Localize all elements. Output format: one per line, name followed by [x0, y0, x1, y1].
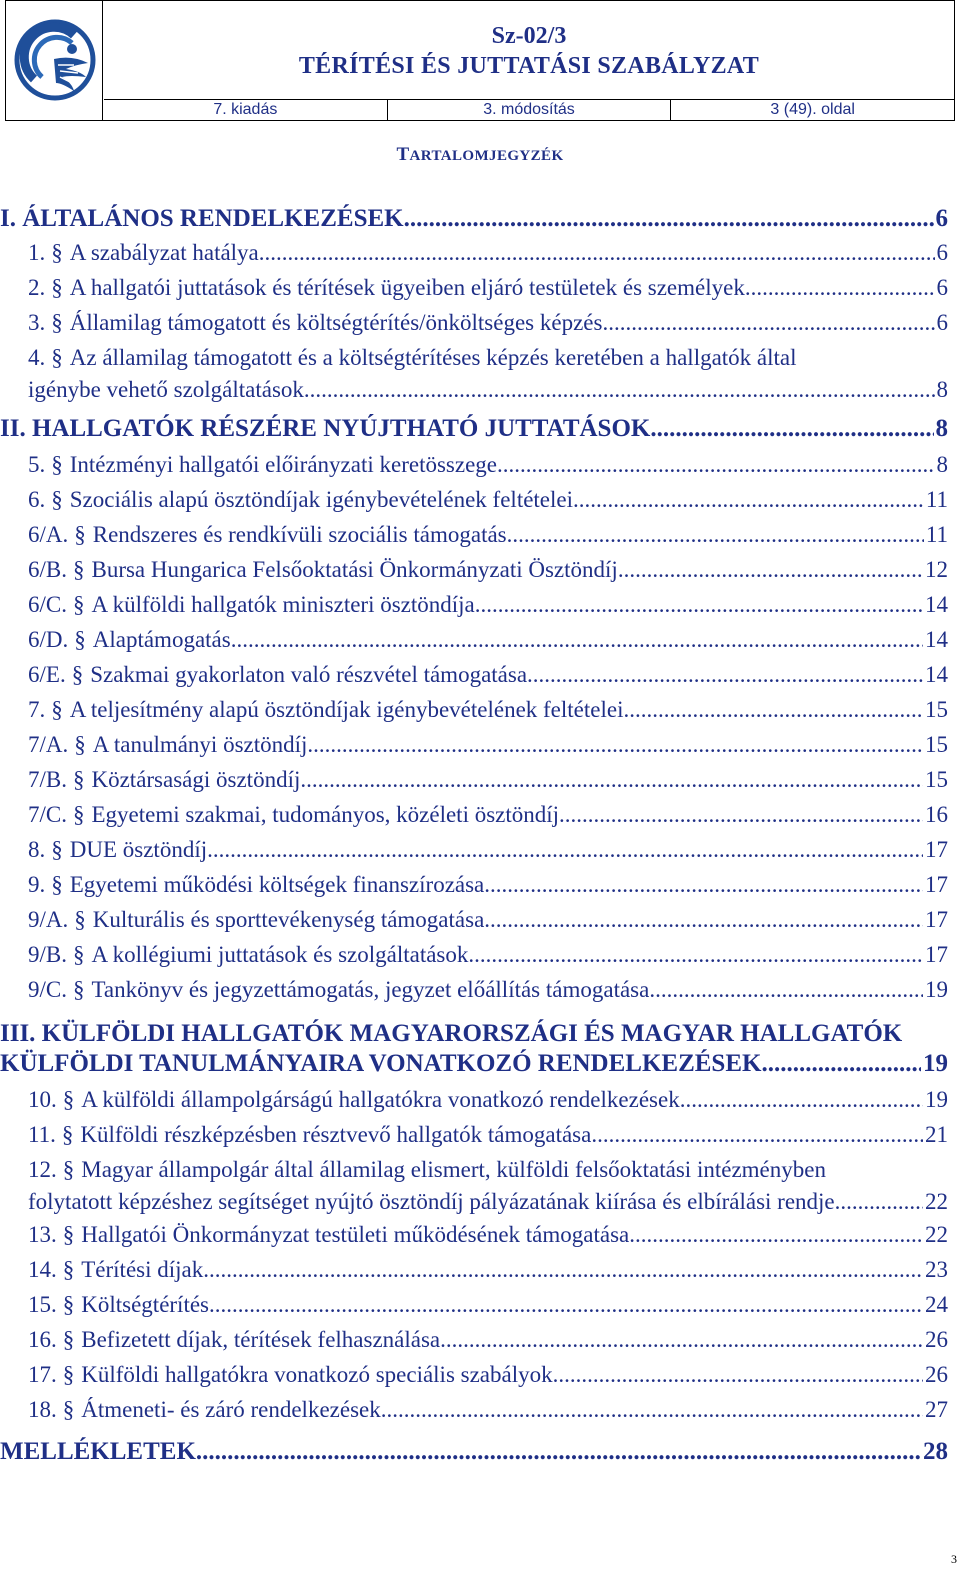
toc-entry-number: 14. — [28, 1257, 57, 1282]
toc-entry-line — [28, 1397, 948, 1423]
toc-entry-text: Tankönyv és jegyzettámogatás, jegyzet előállítás támogatása — [91, 977, 650, 1002]
toc-page-number: 23 — [925, 1257, 948, 1282]
section-sign: § — [51, 452, 63, 477]
toc-page-number: 14 — [925, 627, 948, 652]
section-sign: § — [72, 557, 85, 582]
toc-entry-text: Befizetett díjak, térítések felhasználása — [81, 1327, 441, 1352]
toc-entry-text: A hallgatói juttatások és térítések ügyeiben eljáró testületek és személyek — [69, 275, 745, 300]
toc-page-number: 8 — [936, 452, 948, 477]
toc-entry-line1 — [0, 1020, 902, 1048]
dot-leader — [440, 1327, 923, 1353]
section-sign: § — [51, 487, 63, 512]
dot-leader — [497, 452, 935, 478]
toc-entry-number: 7/B. — [28, 767, 67, 792]
toc-entry-number: 12. — [28, 1157, 57, 1182]
toc-entry-line2 — [28, 377, 948, 403]
toc-entry-line — [28, 310, 948, 336]
dot-leader — [527, 662, 923, 688]
edition-cell: 7. kiadás — [213, 101, 278, 118]
section-sign: § — [62, 1157, 75, 1182]
toc-entry-line — [28, 557, 948, 583]
toc-entry-line — [28, 592, 948, 618]
section-sign: § — [62, 1397, 75, 1422]
section-sign: § — [51, 310, 63, 335]
toc-entry-line — [28, 697, 948, 723]
toc-entry-text: Átmeneti- és záró rendelkezések — [81, 1397, 381, 1422]
page-number: 3 — [951, 1552, 957, 1566]
toc-entry-number: 10. — [28, 1087, 57, 1112]
dot-leader — [649, 977, 923, 1003]
section-sign: § — [51, 697, 63, 722]
toc-entry-line — [0, 205, 948, 233]
dot-leader — [573, 487, 924, 513]
toc-heading-rest: ARTALOMJEGYZÉK — [409, 148, 564, 164]
toc-page-number: 27 — [925, 1397, 948, 1422]
toc-entry-text: DUE ösztöndíj — [69, 837, 208, 862]
dot-leader — [629, 1222, 923, 1248]
dot-leader — [484, 872, 923, 898]
toc-page-number: 15 — [925, 732, 948, 757]
toc-page-number: 11 — [925, 522, 948, 547]
toc-entry-line — [28, 1087, 948, 1113]
toc-page-number: 15 — [925, 697, 948, 722]
toc-entry-number: 5. — [28, 452, 46, 477]
toc-entry-line — [28, 662, 948, 688]
toc-entry-text: A külföldi állampolgárságú hallgatókra vonatkozó rendelkezések — [81, 1087, 680, 1112]
toc-page-number: 14 — [925, 592, 948, 617]
toc-entry-number: 4. — [28, 345, 46, 370]
toc-page-number: 8 — [935, 415, 948, 442]
toc-entry-line — [28, 627, 948, 653]
toc-page-number: 26 — [925, 1362, 948, 1387]
toc-entry-number: 7/C. — [28, 802, 67, 827]
section-sign: § — [74, 522, 86, 547]
section-sign: § — [71, 662, 84, 687]
toc-entry-line — [28, 452, 948, 478]
toc-entry-line — [0, 415, 948, 443]
toc-entry-text: Szakmai gyakorlaton való részvétel támogatása — [90, 662, 528, 687]
section-sign: § — [51, 837, 63, 862]
document-title: TÉRÍTÉSI ÉS JUTTATÁSI SZABÁLYZAT — [298, 53, 760, 79]
toc-page-number: 16 — [925, 802, 948, 827]
dot-leader — [381, 1397, 923, 1423]
toc-page-number: 17 — [925, 907, 948, 932]
toc-entry-text: Kulturális és sporttevékenység támogatása — [92, 907, 485, 932]
toc-page-number: 6 — [935, 205, 948, 232]
toc-page-number: 6 — [936, 310, 948, 335]
toc-page-number: 11 — [925, 487, 948, 512]
dot-leader — [231, 627, 923, 653]
section-sign: § — [62, 1362, 75, 1387]
toc-heading-initial: T — [396, 144, 410, 165]
toc-entry-text: Költségtérítés — [81, 1292, 209, 1317]
toc-page-number: 6 — [936, 275, 948, 300]
toc-entry-number: 6/A. — [28, 522, 69, 547]
toc-entry-text: Hallgatói Önkormányzat testületi működésének támogatása — [81, 1222, 630, 1247]
section-sign: § — [62, 1327, 75, 1352]
toc-page-number: 17 — [925, 837, 948, 862]
toc-entry-number: 7/A. — [28, 732, 69, 757]
section-sign: § — [74, 732, 86, 757]
toc-page-number: 8 — [936, 377, 948, 402]
section-sign: § — [62, 1257, 75, 1282]
dot-leader — [680, 1087, 923, 1113]
toc-entry-number: 9. — [28, 872, 46, 897]
toc-entry-line — [28, 942, 948, 968]
toc-page-number: 17 — [925, 872, 948, 897]
revision-cell: 3. módosítás — [387, 100, 671, 120]
toc-entry-number: 2. — [28, 275, 46, 300]
toc-entry-number: 15. — [28, 1292, 57, 1317]
section-sign: § — [74, 627, 86, 652]
toc-entry-number: 17. — [28, 1362, 57, 1387]
toc-page-number: 19 — [925, 1087, 948, 1112]
section-sign: § — [72, 767, 85, 792]
toc-entry-text: Külföldi részképzésben résztvevő hallgatók támogatása — [80, 1122, 592, 1147]
toc-page-number: 24 — [925, 1292, 948, 1317]
toc-entry-line — [28, 767, 948, 793]
toc-entry-text-cont: folytatott képzéshez segítséget nyújtó ösztöndíj pályázatának kiírása és elbírálási rendje — [28, 1189, 835, 1214]
dot-leader — [475, 592, 923, 618]
dot-leader — [559, 802, 923, 828]
toc-entry-number: 6. — [28, 487, 46, 512]
toc-entry-number: 1. — [28, 240, 46, 265]
dot-leader — [761, 1050, 921, 1078]
dot-leader — [207, 837, 923, 863]
toc-entry-line — [28, 1327, 948, 1353]
toc-entry-line — [28, 907, 948, 933]
toc-page-number: 15 — [925, 767, 948, 792]
section-sign: § — [74, 907, 86, 932]
toc-entry-text: Szociális alapú ösztöndíjak igénybevételének feltételei — [69, 487, 573, 512]
dot-leader — [196, 1438, 921, 1466]
dot-leader — [307, 732, 923, 758]
dot-leader — [835, 1189, 923, 1215]
toc-entry-line — [28, 872, 948, 898]
toc-entry-line — [28, 837, 948, 863]
toc-entry-number: 16. — [28, 1327, 57, 1352]
toc-entry-line — [28, 1222, 948, 1248]
toc-entry-text: Külföldi hallgatókra vonatkozó speciális szabályok — [81, 1362, 553, 1387]
dot-leader — [623, 697, 923, 723]
toc-entry-number: 6/D. — [28, 627, 69, 652]
section-sign: § — [51, 345, 63, 370]
dot-leader — [745, 275, 935, 301]
dot-leader — [468, 942, 923, 968]
toc-entry-text: A tanulmányi ösztöndíj — [92, 732, 308, 757]
dot-leader — [591, 1122, 923, 1148]
toc-entry-text: Intézményi hallgatói előirányzati keretösszege — [69, 452, 497, 477]
section-sign: § — [51, 240, 63, 265]
toc-entry-text: Rendszeres és rendkívüli szociális támogatás — [92, 522, 507, 547]
toc-entry-line2 — [0, 1050, 948, 1078]
toc-entry-number: 3. — [28, 310, 46, 335]
toc-page-number: 22 — [925, 1222, 948, 1247]
toc-entry-line — [28, 275, 948, 301]
toc-entry-number: 9/A. — [28, 907, 69, 932]
section-sign: § — [72, 942, 85, 967]
toc-entry-number: 8. — [28, 837, 46, 862]
dot-leader — [618, 557, 923, 583]
toc-entry-text: A szabályzat hatálya — [69, 240, 259, 265]
section-sign: § — [51, 275, 63, 300]
dot-leader — [553, 1362, 923, 1388]
toc-page-number: 6 — [936, 240, 948, 265]
toc-chapter-title-cont: KÜLFÖLDI TANULMÁNYAIRA VONATKOZÓ RENDELKEZÉSEK — [0, 1050, 762, 1077]
document-code: Sz-02/3 — [491, 23, 567, 49]
dot-leader — [300, 767, 923, 793]
dot-leader — [650, 415, 933, 443]
toc-entry-number: 6/B. — [28, 557, 67, 582]
toc-page-number: 19 — [925, 977, 948, 1002]
section-sign: § — [72, 977, 85, 1002]
toc-entry-line1 — [28, 1157, 826, 1183]
toc-entry-line — [28, 1292, 948, 1318]
toc-entry-text-cont: igénybe vehető szolgáltatások — [28, 377, 304, 402]
toc-entry-text: Köztársasági ösztöndíj — [91, 767, 301, 792]
section-sign: § — [61, 1122, 74, 1147]
toc-entry-line — [28, 240, 948, 266]
toc-entry-text: Egyetemi működési költségek finanszírozása — [69, 872, 485, 897]
section-sign: § — [62, 1087, 75, 1112]
dot-leader — [209, 1292, 923, 1318]
dot-leader — [259, 240, 935, 266]
toc-entry-number: 6/E. — [28, 662, 66, 687]
dot-leader — [484, 907, 923, 933]
section-sign: § — [51, 872, 63, 897]
toc-page-number: 12 — [925, 557, 948, 582]
toc-chapter-title: II. HALLGATÓK RÉSZÉRE NYÚJTHATÓ JUTTATÁSOK — [0, 415, 651, 442]
toc-entry-number: 7. — [28, 697, 46, 722]
toc-entry-text: Az államilag támogatott és a költségtérítéses képzés keretében a hallgatók által — [69, 345, 797, 370]
toc-entry-line — [28, 522, 948, 548]
toc-entry-text: Egyetemi szakmai, tudományos, közéleti ösztöndíj — [91, 802, 560, 827]
toc-entry-number: 9/C. — [28, 977, 67, 1002]
dot-leader — [304, 377, 935, 403]
toc-entry-line — [28, 1122, 948, 1148]
toc-page-number: 22 — [925, 1189, 948, 1214]
dot-leader — [404, 205, 934, 233]
toc-entry-line — [28, 1362, 948, 1388]
toc-entry-line2 — [28, 1189, 948, 1215]
dot-leader — [203, 1257, 923, 1283]
dot-leader — [602, 310, 934, 336]
section-sign: § — [72, 592, 85, 617]
page-cell: 3 (49). oldal — [670, 100, 954, 120]
toc-entry-number: 6/C. — [28, 592, 67, 617]
toc-entry-text: A kollégiumi juttatások és szolgáltatások — [91, 942, 469, 967]
toc-page-number: 14 — [925, 662, 948, 687]
toc-entry-line — [28, 1257, 948, 1283]
toc-chapter-title: III. KÜLFÖLDI HALLGATÓK MAGYARORSZÁGI ÉS MAGYAR HALLGATÓK — [0, 1020, 903, 1047]
toc-entry-number: 13. — [28, 1222, 57, 1247]
toc-page-number: 19 — [923, 1050, 948, 1077]
toc-entry-line — [28, 732, 948, 758]
toc-page-number: 17 — [925, 942, 948, 967]
toc-entry-line — [0, 1438, 948, 1466]
toc-entry-number: 9/B. — [28, 942, 67, 967]
toc-chapter-title: I. ÁLTALÁNOS RENDELKEZÉSEK — [0, 205, 404, 232]
toc-entry-number: 11. — [28, 1122, 56, 1147]
toc-entry-number: 18. — [28, 1397, 57, 1422]
toc-page-number: 26 — [925, 1327, 948, 1352]
toc-entry-text: Bursa Hungarica Felsőoktatási Önkormányzati Ösztöndíj — [91, 557, 618, 582]
toc-entry-line — [28, 977, 948, 1003]
toc-entry-line — [28, 802, 948, 828]
toc-entry-text: Magyar állampolgár által államilag elismert, külföldi felsőoktatási intézményben — [81, 1157, 826, 1182]
toc-entry-text: A teljesítmény alapú ösztöndíjak igénybevételének feltételei — [69, 697, 624, 722]
toc-entry-text: A külföldi hallgatók miniszteri ösztöndíja — [91, 592, 475, 617]
toc-chapter-title: MELLÉKLETEK — [0, 1438, 196, 1465]
toc-page-number: 28 — [923, 1438, 948, 1465]
section-sign: § — [62, 1292, 75, 1317]
toc-entry-text: Államilag támogatott és költségtérítés/önköltséges képzés — [69, 310, 603, 335]
section-sign: § — [62, 1222, 75, 1247]
toc-entry-text: Térítési díjak — [81, 1257, 204, 1282]
dot-leader — [507, 522, 924, 548]
toc-entry-line — [28, 487, 948, 513]
toc-entry-text: Alaptámogatás — [92, 627, 231, 652]
toc-entry-line1 — [28, 345, 797, 371]
section-sign: § — [72, 802, 85, 827]
toc-page-number: 21 — [925, 1122, 948, 1147]
